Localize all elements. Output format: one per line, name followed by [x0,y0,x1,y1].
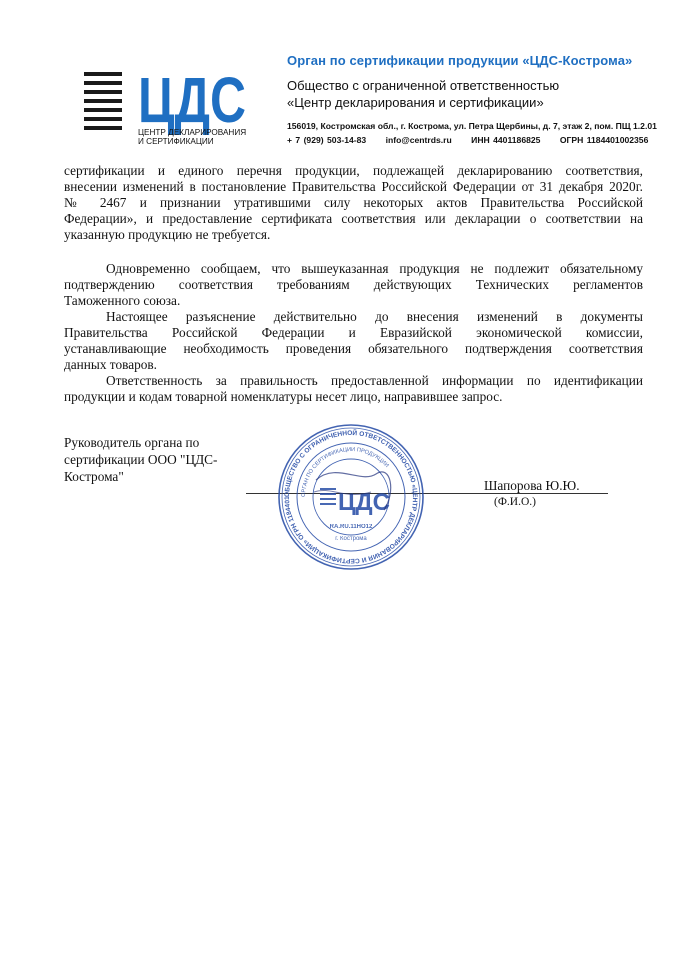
stamp-outer-text: ОБЩЕСТВО С ОГРАНИЧЕННОЙ ОТВЕТСТВЕННОСТЬЮ «ЦЕНТР ДЕКЛАРИРОВАНИЯ И СЕРТИФИКАЦИИ» ОГРН 1184401 [283,429,419,565]
stamp-logo: ЦДС [338,489,390,516]
email-address: info@centrds.ru [385,135,452,145]
text-line: Ответственность за правильность предоставленной информации по идентификации [106,373,643,388]
text-line: устанавливающие необходимость проведения обязательного подтверждения соответствия [64,341,643,356]
text-line: внесении изменений в постановление Правительства Российской Федерации от 31 декабря 2020г. [64,179,643,194]
logo-text: ЦДС [138,64,246,136]
signatory-name-caption: (Ф.И.О.) [494,496,536,508]
signatory-title-line: Руководитель органа по [64,435,200,450]
text-line: № 2467 и признании утратившими силу некоторых актов Правительства Российской [64,195,643,210]
text-line: Настоящее разъяснение действительно до внесения изменений в документы [106,309,643,324]
signatory-title [64,434,217,485]
ogrn-number: ОГРН 1184401002356 [559,135,649,145]
paragraph-responsibility [64,373,643,405]
official-stamp [276,422,426,572]
stamp-inner-text: ОРГАН ПО СЕРТИФИКАЦИИ ПРОДУКЦИИ [300,446,390,498]
inn-number: ИНН 4401186825 [471,135,541,145]
company-name-line2: «Центр декларирования и сертификации» [287,95,544,110]
text-line: сертификации и единого перечня продукции, подлежащей декларированию соответствия, [64,163,643,178]
text-line: продукции и кодам товарной номенклатуры несет лицо, направившее запрос. [64,389,503,404]
signatory-title-line: сертификации ООО "ЦДС- [64,452,218,467]
cds-logo [82,38,252,146]
logo-caption-line1: ЦЕНТР ДЕКЛАРИРОВАНИЯ [138,128,247,137]
phone-number: + 7 (929) 503-14-83 [287,135,367,145]
company-contacts [287,135,664,145]
stamp-registration: RA.RU.11НО12 [329,524,373,530]
company-address: 156019, Костромская обл., г. Кострома, ул. Петра Щербины, д. 7, этаж 2, пом. ПЩ 1.2.01 [287,121,657,131]
company-name-line1: Общество с ограниченной ответственностью [287,78,560,93]
text-line: подтверждению соответствия требованиям действующих Технических регламентов [64,277,643,292]
stamp-city: г. Кострома [335,536,367,542]
signatory-name: Шапорова Ю.Ю. [484,478,580,493]
text-line: Федерации», и предоставление сертификата соответствия или декларации о соответствии на [64,211,643,226]
text-line: Одновременно сообщаем, что вышеуказанная продукция не подлежит обязательному [106,261,643,276]
text-line: Правительства Российской Федерации и Евразийской экономической комиссии, [64,325,643,340]
logo-caption-line2: И СЕРТИФИКАЦИИ [138,137,214,146]
text-line: данных товаров. [64,357,157,372]
paragraph-notice [64,261,643,309]
paragraph-conclusion [64,163,643,243]
text-line: указанную продукцию не требуется. [64,227,271,242]
paragraph-validity [64,309,643,373]
signatory-title-line: Кострома" [64,469,124,484]
text-line: Таможенного союза. [64,293,181,308]
org-title: Орган по сертификации продукции «ЦДС-Кострома» [287,53,633,68]
